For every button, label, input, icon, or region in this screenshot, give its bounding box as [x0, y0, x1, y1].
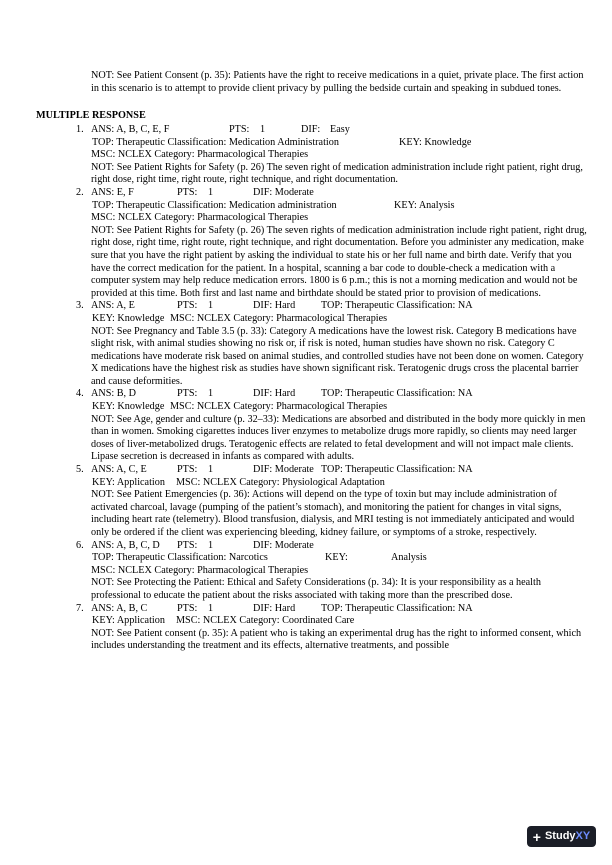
topic: TOP: Therapeutic Classification: Medication administration: [92, 199, 337, 211]
key: KEY: Knowledge: [92, 312, 165, 324]
item-number: 3.: [76, 300, 84, 312]
rationale-note: NOT: See Patient Rights for Safety (p. 26) The seven right of medication administration include right patient, right drug, right dose, right time, right route, right technique, and right documentation.: [91, 161, 583, 186]
points-label: PTS:: [177, 539, 198, 551]
list-item: [76, 540, 588, 603]
topic: TOP: Therapeutic Classification: NA: [321, 300, 473, 312]
list-item: [76, 388, 588, 464]
rationale-note: NOT: See Patient Emergencies (p. 36): Actions will depend on the type of toxin but may include administration of activated charcoal, lavage (pumping of the patient’s stomach), and monitoring the patient for changes in vital signs, including heart rate (telemetry). Blood transfusion, dialysis, and MRI testing is not immediately anticipated and would only be ordered if the client was experiencing bleeding, kidney failure, or symptoms of a stroke, respectively.: [91, 489, 575, 538]
rationale-note: NOT: See Patient consent (p. 35): A patient who is taking an experimental drug has the right to informed consent, which includes understanding the treatment and its effects, alternative treatments, and possible: [91, 627, 582, 652]
msc-category: MSC: NCLEX Category: Physiological Adaptation: [176, 476, 385, 488]
msc-category: MSC: NCLEX Category: Pharmacological Therapies: [91, 212, 309, 224]
plus-icon: +: [532, 828, 541, 845]
key: KEY: Knowledge: [92, 401, 165, 413]
points-value: 1: [260, 124, 266, 135]
intro-note: NOT: See Patient Consent (p. 35): Patients have the right to receive medications in a quiet, private place. The first action in this scenario is to attempt to provide client privacy by pulling the bedside curtain and speaking in subdued tones.: [91, 70, 584, 94]
item-number: 5.: [76, 464, 84, 476]
watermark-text: StudyXY: [544, 830, 591, 843]
answer: ANS: B, D: [91, 388, 137, 400]
section-heading: MULTIPLE RESPONSE: [36, 110, 146, 121]
points-value: 1: [208, 388, 214, 400]
msc-category: MSC: NCLEX Category: Pharmacological Therapies: [91, 149, 309, 161]
item-number: 4.: [76, 388, 84, 400]
points-label: PTS:: [229, 124, 250, 135]
msc-category: MSC: NCLEX Category: Pharmacological Therapies: [91, 564, 309, 576]
difficulty: DIF: Hard: [253, 300, 296, 312]
difficulty: DIF: Moderate: [253, 464, 314, 476]
key: KEY: Knowledge: [399, 136, 472, 148]
key-label: KEY:: [325, 552, 348, 564]
rationale-note: NOT: See Age, gender and culture (p. 32–33): Medications are absorbed and distributed in the body more quickly in men than in women. Smoking cigarettes induces liver enzymes to metabolize drugs more rapidly, so clients may need larger doses of liver-metabolized drugs. Teratogenic effects are related to fetal development and will not impact male clients. Lipase secretion is decreased in infants as compared with adults.: [91, 413, 586, 463]
points-label: PTS:: [177, 186, 198, 198]
points-value: 1: [208, 464, 214, 476]
topic: TOP: Therapeutic Classification: Medication Administration: [92, 136, 339, 148]
points-value: 1: [208, 186, 214, 198]
msc-category: MSC: NCLEX Category: Pharmacological Therapies: [170, 401, 388, 413]
points-label: PTS:: [177, 300, 198, 312]
list-item: [76, 603, 588, 653]
msc-category: MSC: NCLEX Category: Coordinated Care: [176, 615, 355, 627]
difficulty-value: Easy: [330, 124, 350, 135]
list-item: [76, 464, 588, 540]
rationale-note: NOT: See Patient Rights for Safety (p. 26) The seven rights of medication administration include right patient, right drug, right dose, right time, right route, right technique, and right documentation. Before you administer any medication, make sure that you have the right patient by asking the individual to state his or her full name and birth date. Verify that you have the correct medication for the patient. In a hospital, scanning a bar code to double-check a medication with a computer system may help reduce medication errors. 1800 is 6 p.m.; this is not a morning medication and would not be provided at this time. Both first and last name and birthdate should be stated prior to provision of medications.: [91, 224, 587, 299]
difficulty-label: DIF:: [301, 124, 321, 135]
difficulty: DIF: Hard: [253, 388, 296, 400]
item-number: 6.: [76, 539, 84, 551]
points-value: 1: [208, 539, 214, 551]
answer: ANS: A, E: [91, 300, 135, 312]
rationale-note: NOT: See Pregnancy and Table 3.5 (p. 33): Category A medications have the lowest risk. Category B medications have slight risk, with animal studies showing no risk or, if risk is noted, human studies have shown no risk. Category C medications have moderate risk based on animal studies, and controlled studies have not been done on women. Category X medications have the highest risk as studies have shown significant risk. Teratogenic drugs cross the placental barrier and cause deformities.: [91, 325, 584, 387]
item-number: 2.: [76, 186, 84, 198]
answer: ANS: A, C, E: [91, 464, 147, 476]
key: KEY: Application: [92, 615, 165, 627]
topic: TOP: Therapeutic Classification: Narcotics: [92, 552, 268, 564]
difficulty: DIF: Moderate: [253, 539, 314, 551]
rationale-note: NOT: See Protecting the Patient: Ethical and Safety Considerations (p. 34): It is your responsibility as a health professional to educate the patient about the risks associated with taking more than the prescribed dose.: [91, 577, 541, 601]
response-list: [76, 124, 588, 653]
key: KEY: Analysis: [394, 199, 455, 211]
topic: TOP: Therapeutic Classification: NA: [321, 602, 473, 614]
answer: ANS: A, B, C: [91, 602, 148, 614]
studyxy-watermark-badge[interactable]: [527, 826, 596, 847]
item-number: 7.: [76, 602, 84, 614]
item-number: 1.: [76, 124, 84, 135]
answer: ANS: E, F: [91, 186, 134, 198]
points-value: 1: [208, 300, 214, 312]
points-label: PTS:: [177, 464, 198, 476]
points-value: 1: [208, 602, 214, 614]
answer: ANS: A, B, C, E, F: [91, 124, 170, 135]
points-label: PTS:: [177, 602, 198, 614]
key-value: Analysis: [391, 552, 427, 564]
msc-category: MSC: NCLEX Category: Pharmacological Therapies: [170, 312, 388, 324]
key: KEY: Application: [92, 476, 165, 488]
list-item: [76, 124, 588, 187]
list-item: [76, 300, 588, 388]
answer: ANS: A, B, C, D: [91, 539, 160, 551]
topic: TOP: Therapeutic Classification: NA: [321, 388, 473, 400]
difficulty: DIF: Hard: [253, 602, 296, 614]
list-item: [76, 187, 588, 300]
topic: TOP: Therapeutic Classification: NA: [321, 464, 473, 476]
points-label: PTS:: [177, 388, 198, 400]
difficulty: DIF: Moderate: [253, 186, 314, 198]
